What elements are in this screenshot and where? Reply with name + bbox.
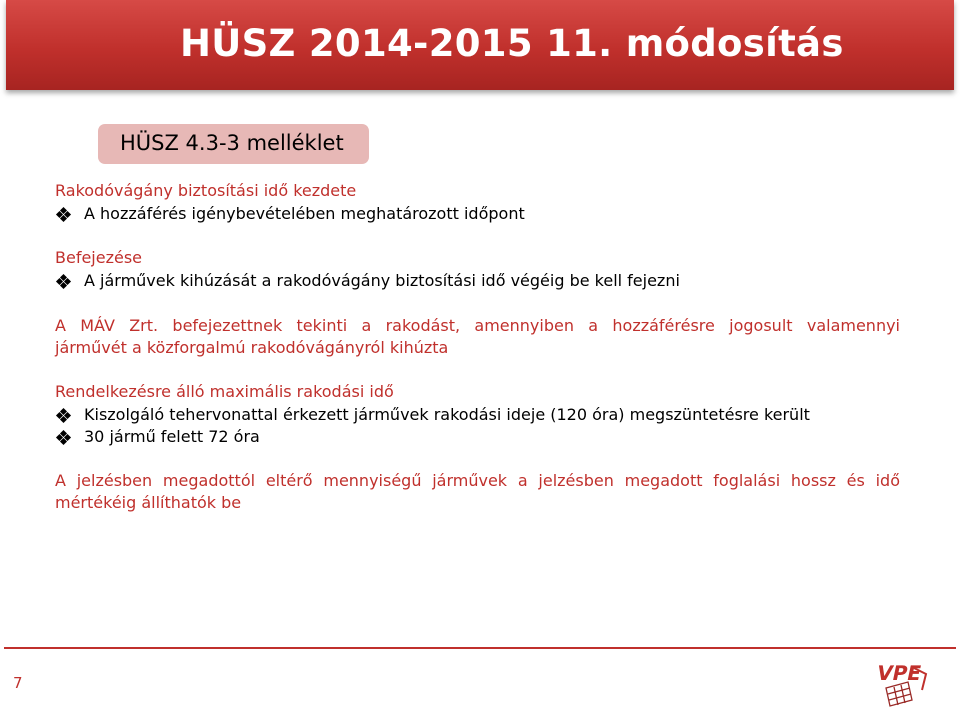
paragraph-line: mértékéig állíthatók be bbox=[55, 493, 242, 512]
page-number: 7 bbox=[13, 674, 23, 692]
section-heading-end: Befejezése bbox=[55, 248, 143, 267]
section-heading-max-time: Rendelkezésre álló maximális rakodási idő bbox=[55, 382, 394, 401]
bullet-diamond-icon bbox=[57, 409, 71, 423]
footer-divider bbox=[4, 647, 956, 649]
bullet-diamond-icon bbox=[57, 275, 71, 289]
paragraph-line: A MÁV Zrt. befejezettnek tekinti a rakodást, amennyiben a hozzáférésre jogosult valamennyi bbox=[55, 316, 900, 335]
bullet-diamond-icon bbox=[57, 431, 71, 445]
title-bar bbox=[6, 0, 954, 90]
subtitle-box bbox=[98, 124, 369, 164]
bullet-text: A hozzáférés igénybevételében meghatározott időpont bbox=[84, 204, 525, 223]
bullet-text: Kiszolgáló tehervonattal érkezett járművek rakodási ideje (120 óra) megszüntetésre került bbox=[84, 405, 810, 424]
vpe-logo bbox=[868, 660, 932, 708]
section-heading-start: Rakodóvágány biztosítási idő kezdete bbox=[55, 181, 357, 200]
bullet-text: 30 jármű felett 72 óra bbox=[84, 427, 260, 446]
bullet-diamond-icon bbox=[57, 208, 71, 222]
subtitle: HÜSZ 4.3-3 melléklet bbox=[120, 131, 344, 155]
bullet-text: A járművek kihúzását a rakodóvágány biztosítási idő végéig be kell fejezni bbox=[84, 271, 680, 290]
logo-text: VPE bbox=[874, 661, 924, 685]
slide-title: HÜSZ 2014-2015 11. módosítás bbox=[180, 22, 844, 65]
paragraph-line: járművét a közforgalmú rakodóvágányról kihúzta bbox=[55, 338, 449, 357]
paragraph-line: A jelzésben megadottól eltérő mennyiségű járművek a jelzésben megadott foglalási hossz és idő bbox=[55, 471, 900, 490]
